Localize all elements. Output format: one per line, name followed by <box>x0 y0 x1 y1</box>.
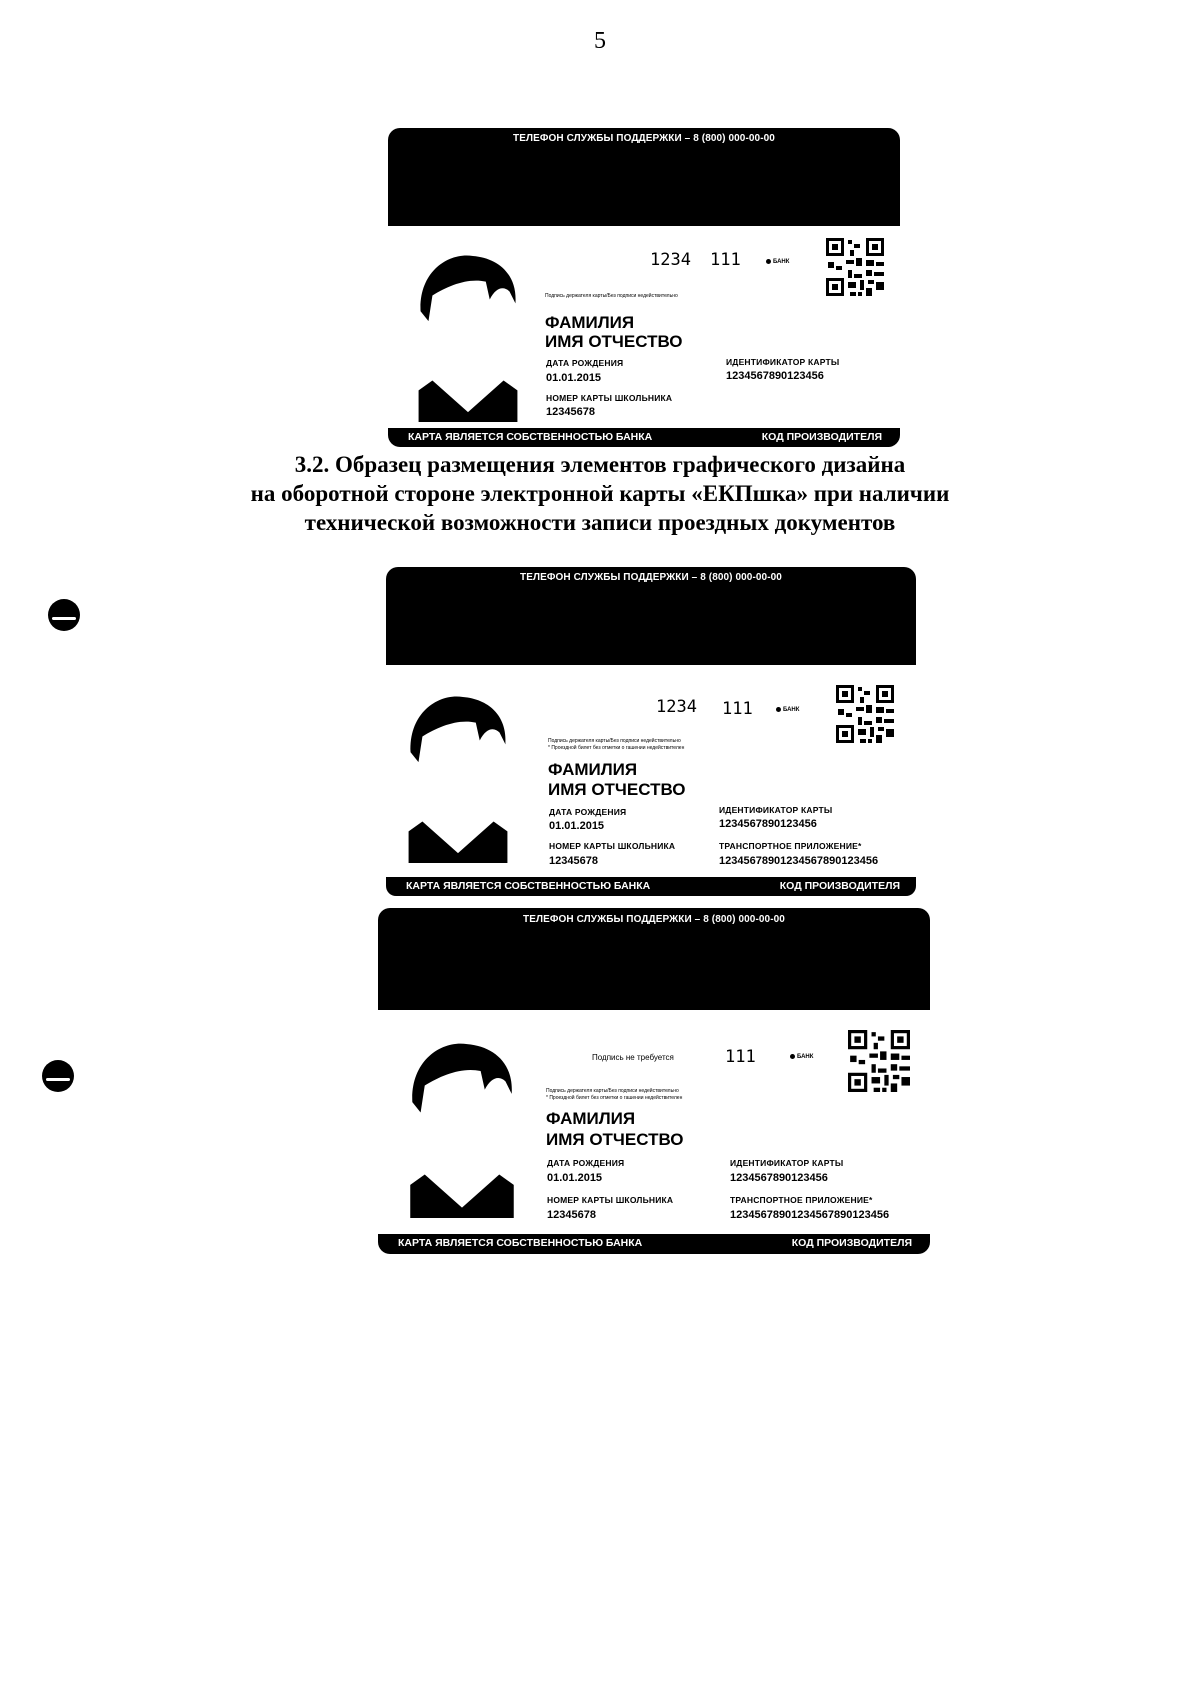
qr-code-icon <box>826 238 884 296</box>
holder-given-names: ИМЯ ОТЧЕСТВО <box>548 780 686 799</box>
signature-notice: Подпись держателя карты/Без подписи недействительно <box>548 738 681 744</box>
holder-photo-icon <box>418 252 518 422</box>
caption-line: на оборотной стороне электронной карты «ЕКПшка» при наличии <box>250 481 950 506</box>
card-footer <box>386 877 916 896</box>
card-serial-2: 111 <box>725 1047 756 1067</box>
bank-logo: БАНК <box>790 1054 813 1060</box>
support-phone: ТЕЛЕФОН СЛУЖБЫ ПОДДЕРЖКИ – 8 (800) 000-00-00 <box>523 914 785 925</box>
card-id-value: 1234567890123456 <box>726 370 824 382</box>
card-magnetic-stripe <box>386 567 916 665</box>
support-phone: ТЕЛЕФОН СЛУЖБЫ ПОДДЕРЖКИ – 8 (800) 000-00-00 <box>520 572 782 583</box>
holder-given-names: ИМЯ ОТЧЕСТВО <box>545 332 683 351</box>
card-sample-3 <box>378 908 930 1256</box>
card-serial-1: 1234 <box>656 697 697 717</box>
dob-label: ДАТА РОЖДЕНИЯ <box>549 807 627 817</box>
holder-given-names: ИМЯ ОТЧЕСТВО <box>546 1130 684 1149</box>
punch-hole-icon <box>48 599 80 631</box>
signature-notice: Подпись держателя карты/Без подписи недействительно <box>545 293 678 299</box>
card-serial-1: 1234 <box>650 250 691 270</box>
support-phone: ТЕЛЕФОН СЛУЖБЫ ПОДДЕРЖКИ – 8 (800) 000-00-00 <box>513 133 775 144</box>
holder-surname: ФАМИЛИЯ <box>548 760 638 779</box>
card-id-label: ИДЕНТИФИКАТОР КАРТЫ <box>726 357 840 367</box>
holder-photo-icon <box>408 693 508 863</box>
card-id-value: 1234567890123456 <box>730 1172 828 1184</box>
transport-notice: * Проездной билет без отметки о гашении недействителен <box>546 1095 683 1101</box>
card-sample-1 <box>388 128 900 448</box>
ownership-text: КАРТА ЯВЛЯЕТСЯ СОБСТВЕННОСТЬЮ БАНКА <box>408 431 653 443</box>
holder-surname: ФАМИЛИЯ <box>545 313 635 332</box>
school-card-label: НОМЕР КАРТЫ ШКОЛЬНИКА <box>546 393 673 403</box>
transport-app-label: ТРАНСПОРТНОЕ ПРИЛОЖЕНИЕ* <box>719 841 862 851</box>
holder-surname: ФАМИЛИЯ <box>546 1109 636 1128</box>
signature-notice: Подпись держателя карты/Без подписи недействительно <box>546 1088 679 1094</box>
page-number: 5 <box>594 28 606 54</box>
caption-line: 3.2. Образец размещения элементов графического дизайна <box>294 452 906 477</box>
dob-value: 01.01.2015 <box>547 1172 603 1184</box>
school-card-label: НОМЕР КАРТЫ ШКОЛЬНИКА <box>549 841 676 851</box>
school-card-value: 12345678 <box>547 1209 596 1221</box>
qr-code-icon <box>836 685 894 743</box>
transport-app-value: 12345678901234567890123456 <box>730 1209 890 1221</box>
card-magnetic-stripe <box>378 908 930 1010</box>
card-serial-2: 111 <box>710 250 741 270</box>
manufacturer-code: КОД ПРОИЗВОДИТЕЛЯ <box>791 1237 912 1249</box>
dob-label: ДАТА РОЖДЕНИЯ <box>547 1158 625 1168</box>
punch-hole-icon <box>42 1060 74 1092</box>
school-card-label: НОМЕР КАРТЫ ШКОЛЬНИКА <box>547 1195 674 1205</box>
qr-code-icon <box>848 1030 910 1092</box>
dob-label: ДАТА РОЖДЕНИЯ <box>546 358 624 368</box>
card-sample-2 <box>386 567 916 899</box>
bank-logo: БАНК <box>766 259 789 265</box>
card-footer <box>378 1234 930 1254</box>
manufacturer-code: КОД ПРОИЗВОДИТЕЛЯ <box>761 431 882 443</box>
card-magnetic-stripe <box>388 128 900 226</box>
card-id-value: 1234567890123456 <box>719 818 817 830</box>
caption-line: технической возможности записи проездных документов <box>304 510 896 535</box>
transport-app-value: 12345678901234567890123456 <box>719 855 879 867</box>
dob-value: 01.01.2015 <box>546 372 602 384</box>
manufacturer-code: КОД ПРОИЗВОДИТЕЛЯ <box>779 880 900 892</box>
card-id-label: ИДЕНТИФИКАТОР КАРТЫ <box>719 805 833 815</box>
ownership-text: КАРТА ЯВЛЯЕТСЯ СОБСТВЕННОСТЬЮ БАНКА <box>406 880 651 892</box>
card-serial-2: 111 <box>722 699 753 719</box>
card-footer <box>388 428 900 447</box>
bank-logo: БАНК <box>776 707 799 713</box>
section-caption <box>180 450 1020 537</box>
transport-notice: * Проездной билет без отметки о гашении недействителен <box>548 745 685 751</box>
signature-not-required: Подпись не требуется <box>592 1053 674 1062</box>
school-card-value: 12345678 <box>549 855 598 867</box>
transport-app-label: ТРАНСПОРТНОЕ ПРИЛОЖЕНИЕ* <box>730 1195 873 1205</box>
school-card-value: 12345678 <box>546 406 595 418</box>
dob-value: 01.01.2015 <box>549 820 605 832</box>
card-id-label: ИДЕНТИФИКАТОР КАРТЫ <box>730 1158 844 1168</box>
holder-photo-icon <box>410 1040 514 1218</box>
ownership-text: КАРТА ЯВЛЯЕТСЯ СОБСТВЕННОСТЬЮ БАНКА <box>398 1237 643 1249</box>
